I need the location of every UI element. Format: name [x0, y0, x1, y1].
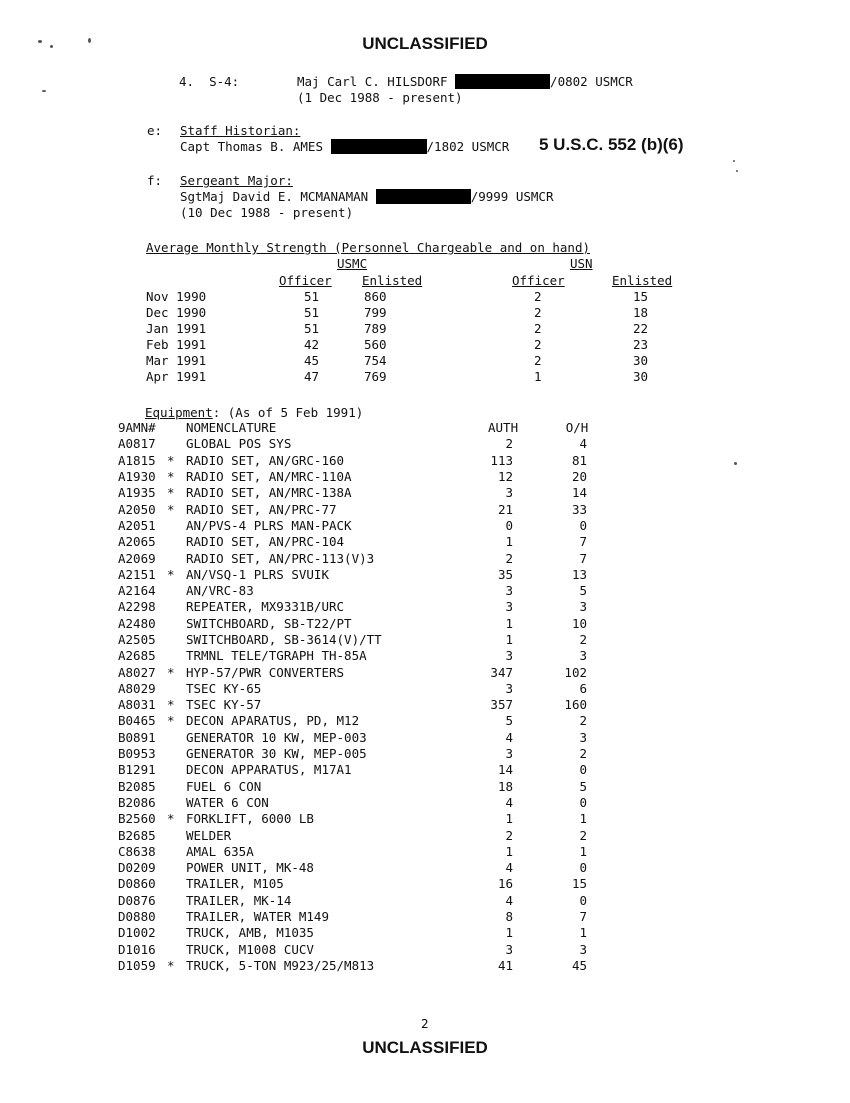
tamn-cell: B2086 [118, 794, 156, 810]
tamn-cell: B0891 [118, 729, 156, 745]
s4-name: Maj Carl C. HILSDORF [297, 74, 448, 89]
usmc-officer-cell: 51 [304, 289, 320, 304]
nomenclature-cell: FORKLIFT, 6000 LB [186, 811, 314, 827]
table-row [118, 518, 597, 534]
oh-cell: 2 [579, 827, 587, 843]
usn-officer-cell: 2 [534, 321, 542, 336]
oh-cell: 0 [579, 860, 587, 876]
star-marker [167, 550, 186, 566]
auth-cell: 3 [505, 746, 513, 762]
oh-cell: 20 [571, 469, 587, 485]
nomenclature-cell: RADIO SET, AN/MRC-138A [186, 485, 352, 501]
strength-title: Average Monthly Strength (Personnel Chargeable and on hand) [146, 240, 591, 255]
star-marker [167, 632, 186, 648]
star-marker [167, 779, 186, 795]
usn-officer-cell: 2 [534, 353, 542, 368]
sgtmaj-line [180, 189, 553, 205]
auth-cell: 21 [497, 501, 513, 517]
usmc-officer-header: Officer [279, 273, 332, 288]
table-row [146, 337, 648, 353]
oh-cell: 1 [579, 811, 587, 827]
nomenclature-cell: WELDER [186, 827, 232, 843]
month-cell: Mar 1991 [146, 353, 207, 368]
tamn-cell: B2085 [118, 778, 156, 794]
month-cell: Dec 1990 [146, 305, 207, 320]
oh-cell: 2 [579, 632, 587, 647]
tamn-cell: D0860 [118, 876, 156, 892]
table-row [118, 795, 597, 811]
sgtmaj-dates: (10 Dec 1988 - present) [180, 205, 354, 220]
nomenclature-cell: DECON APARATUS, PD, M12 [186, 713, 360, 729]
star-marker [167, 730, 186, 746]
tamn-cell: D0209 [118, 860, 156, 876]
scan-speck [733, 160, 735, 162]
table-row [118, 860, 597, 876]
usmc-enlisted-cell: 789 [364, 321, 387, 336]
s4-line [297, 74, 633, 90]
star-marker [167, 746, 186, 762]
equipment-rows [118, 436, 597, 974]
oh-header: O/H [565, 420, 589, 436]
tamn-cell: A0817 [118, 436, 156, 452]
auth-cell: 2 [505, 550, 513, 566]
equipment-table [118, 420, 597, 974]
auth-cell: 3 [505, 599, 513, 615]
star-marker: * [167, 469, 175, 485]
auth-cell: 357 [490, 697, 513, 713]
auth-header: AUTH [488, 420, 519, 436]
oh-cell: 3 [579, 941, 587, 957]
sgtmaj-label: f: [147, 173, 163, 188]
equipment-heading [145, 405, 363, 421]
auth-cell: 0 [505, 517, 513, 533]
oh-cell: 102 [564, 664, 587, 680]
tamn-cell: B1291 [118, 762, 156, 778]
star-marker: * [167, 566, 175, 582]
tamn-cell: D1016 [118, 941, 156, 957]
nomenclature-cell: DECON APPARATUS, M17A1 [186, 762, 352, 778]
table-row [118, 942, 597, 958]
star-marker [167, 518, 186, 534]
oh-cell: 3 [579, 729, 587, 745]
table-row [118, 925, 597, 941]
nomenclature-cell: WATER 6 CON [186, 794, 269, 810]
nomenclature-cell: TRUCK, M1008 CUCV [186, 941, 314, 957]
nomenclature-cell: SWITCHBOARD, SB-3614(V)/TT [186, 632, 382, 647]
tamn-cell: A1930 [118, 469, 156, 485]
nomenclature-cell: RADIO SET, AN/PRC-77 [186, 501, 337, 517]
usmc-enlisted-cell: 860 [364, 289, 387, 304]
nomenclature-cell: SWITCHBOARD, SB-T22/PT [186, 615, 352, 631]
auth-cell: 1 [505, 534, 513, 550]
usn-enlisted-cell: 23 [633, 337, 649, 352]
table-row [118, 632, 597, 648]
table-row [146, 353, 648, 369]
table-row [118, 534, 597, 550]
nomenclature-cell: TRUCK, 5-TON M923/25/M813 [186, 957, 375, 973]
table-row [118, 681, 597, 697]
table-row [118, 762, 597, 778]
auth-cell: 3 [505, 485, 513, 501]
nomenclature-cell: GLOBAL POS SYS [186, 436, 292, 452]
star-marker [167, 599, 186, 615]
oh-cell: 3 [579, 599, 587, 615]
usmc-officer-cell: 45 [304, 353, 320, 368]
scan-speck [42, 90, 46, 92]
auth-cell: 3 [505, 941, 513, 957]
s4-dates: (1 Dec 1988 - present) [297, 90, 463, 105]
oh-cell: 10 [571, 615, 587, 631]
nomenclature-cell: TRAILER, MK-14 [186, 892, 292, 908]
table-row [118, 453, 597, 469]
equipment-title: Equipment [145, 405, 213, 420]
table-row [118, 811, 597, 827]
nomenclature-cell: TRUCK, AMB, M1035 [186, 925, 314, 941]
usmc-officer-cell: 51 [304, 305, 320, 320]
historian-label: e: [147, 123, 163, 138]
auth-cell: 41 [497, 957, 513, 973]
s4-label: 4. S-4: [179, 74, 240, 89]
star-marker: * [167, 664, 175, 680]
table-row [118, 616, 597, 632]
auth-cell: 2 [505, 827, 513, 843]
nomenclature-cell: AN/VSQ-1 PLRS SVUIK [186, 566, 329, 582]
sgtmaj-name: SgtMaj David E. MCMANAMAN [180, 189, 369, 204]
table-row [146, 289, 648, 305]
auth-cell: 5 [505, 713, 513, 729]
table-row [118, 909, 597, 925]
tamn-cell: A2685 [118, 648, 156, 664]
auth-cell: 4 [505, 794, 513, 810]
oh-cell: 7 [579, 909, 587, 925]
scan-speck [734, 462, 737, 465]
nomenclature-cell: FUEL 6 CON [186, 778, 262, 794]
tamn-cell: A2298 [118, 599, 156, 615]
table-row [118, 567, 597, 583]
auth-cell: 1 [505, 615, 513, 631]
usmc-enlisted-header: Enlisted [362, 273, 423, 288]
auth-cell: 18 [497, 778, 513, 794]
nomenclature-cell: RADIO SET, AN/GRC-160 [186, 452, 345, 468]
usmc-officer-cell: 42 [304, 337, 320, 352]
oh-cell: 13 [571, 566, 587, 582]
oh-cell: 1 [579, 843, 587, 859]
oh-cell: 33 [571, 501, 587, 517]
oh-cell: 2 [579, 746, 587, 762]
oh-cell: 0 [579, 892, 587, 908]
table-row [118, 779, 597, 795]
usmc-enlisted-cell: 769 [364, 369, 387, 384]
usmc-officer-cell: 47 [304, 369, 320, 384]
oh-cell: 15 [571, 876, 587, 892]
usn-officer-header: Officer [512, 273, 565, 288]
oh-cell: 1 [579, 925, 587, 941]
tamn-header: 9AMN# [118, 420, 156, 436]
table-header-row [118, 420, 597, 436]
strength-group-usmc: USMC [337, 256, 368, 271]
tamn-cell: D0880 [118, 909, 156, 925]
star-marker: * [167, 485, 175, 501]
oh-cell: 0 [579, 517, 587, 533]
month-cell: Apr 1991 [146, 369, 207, 384]
usn-enlisted-cell: 15 [633, 289, 649, 304]
auth-cell: 4 [505, 729, 513, 745]
historian-name: Capt Thomas B. AMES [180, 139, 323, 154]
star-marker: * [167, 501, 175, 517]
equipment-asof: : (As of 5 Feb 1991) [212, 405, 364, 420]
table-row [118, 501, 597, 517]
tamn-cell: A2151 [118, 566, 156, 582]
tamn-cell: A2480 [118, 615, 156, 631]
auth-cell: 14 [497, 762, 513, 778]
nomenclature-cell: AN/VRC-83 [186, 583, 254, 599]
oh-cell: 14 [571, 485, 587, 501]
tamn-cell: A1815 [118, 452, 156, 468]
tamn-cell: A2069 [118, 550, 156, 566]
auth-cell: 113 [490, 452, 513, 468]
auth-cell: 3 [505, 680, 513, 696]
auth-cell: 1 [505, 843, 513, 859]
oh-cell: 0 [579, 762, 587, 778]
oh-cell: 3 [579, 648, 587, 664]
tamn-cell: A8031 [118, 697, 156, 713]
tamn-cell: A2065 [118, 534, 156, 550]
usmc-enlisted-cell: 799 [364, 305, 387, 320]
star-marker [167, 681, 186, 697]
star-marker: * [167, 713, 175, 729]
table-row [118, 648, 597, 664]
tamn-cell: A1935 [118, 485, 156, 501]
table-row [118, 713, 597, 729]
oh-cell: 81 [571, 452, 587, 468]
strength-table [146, 289, 648, 385]
tamn-cell: A2164 [118, 583, 156, 599]
page-number: 2 [421, 1016, 429, 1031]
star-marker [167, 893, 186, 909]
usn-officer-cell: 2 [534, 337, 542, 352]
nomenclature-cell: GENERATOR 30 KW, MEP-005 [186, 746, 367, 762]
month-cell: Feb 1991 [146, 337, 207, 352]
auth-cell: 1 [505, 811, 513, 827]
auth-cell: 12 [497, 469, 513, 485]
star-marker: * [167, 452, 175, 468]
star-marker [167, 876, 186, 892]
table-row [146, 369, 648, 385]
auth-cell: 1 [505, 925, 513, 941]
auth-cell: 4 [505, 892, 513, 908]
auth-cell: 3 [505, 583, 513, 599]
historian-suffix: /1802 USMCR [426, 139, 510, 154]
nomenclature-cell: AMAL 635A [186, 843, 254, 859]
nomenclature-cell: GENERATOR 10 KW, MEP-003 [186, 729, 367, 745]
table-row [118, 469, 597, 485]
nomenclature-cell: POWER UNIT, MK-48 [186, 860, 314, 876]
table-row [118, 876, 597, 892]
oh-cell: 5 [579, 778, 587, 794]
nomenclature-cell: TRAILER, WATER M149 [186, 909, 329, 925]
star-marker [167, 942, 186, 958]
table-row [118, 958, 597, 974]
oh-cell: 4 [579, 436, 587, 452]
tamn-cell: A8027 [118, 664, 156, 680]
sgtmaj-suffix: /9999 USMCR [470, 189, 554, 204]
tamn-cell: A2051 [118, 517, 156, 533]
table-row [118, 697, 597, 713]
usn-officer-cell: 2 [534, 305, 542, 320]
auth-cell: 4 [505, 860, 513, 876]
historian-line [180, 139, 509, 155]
auth-cell: 2 [505, 436, 513, 452]
star-marker [167, 860, 186, 876]
sgtmaj-title: Sergeant Major: [180, 173, 293, 188]
nomenclature-cell: RADIO SET, AN/PRC-104 [186, 534, 345, 550]
tamn-cell: A8029 [118, 680, 156, 696]
usn-officer-cell: 1 [534, 369, 542, 384]
classification-header: UNCLASSIFIED [362, 34, 488, 53]
tamn-cell: B0465 [118, 713, 156, 729]
star-marker: * [167, 697, 175, 713]
table-row [118, 485, 597, 501]
nomenclature-cell: TRAILER, M105 [186, 876, 284, 892]
star-marker [167, 583, 186, 599]
table-row [146, 305, 648, 321]
auth-cell: 16 [497, 876, 513, 892]
strength-group-usn: USN [570, 256, 593, 271]
table-row [118, 550, 597, 566]
usn-enlisted-cell: 18 [633, 305, 649, 320]
star-marker: * [167, 957, 175, 973]
foia-exemption: 5 U.S.C. 552 (b)(6) [539, 135, 684, 154]
historian-title: Staff Historian: [180, 123, 301, 138]
nomenclature-cell: REPEATER, MX9331B/URC [186, 599, 345, 615]
oh-cell: 6 [579, 680, 587, 696]
scan-speck [736, 170, 738, 172]
month-cell: Nov 1990 [146, 289, 207, 304]
auth-cell: 35 [497, 566, 513, 582]
oh-cell: 45 [571, 957, 587, 973]
star-marker [167, 436, 186, 452]
auth-cell: 3 [505, 648, 513, 664]
tamn-cell: B2560 [118, 811, 156, 827]
usn-enlisted-cell: 22 [633, 321, 649, 336]
table-row [118, 827, 597, 843]
oh-cell: 2 [579, 713, 587, 729]
nomenclature-cell: RADIO SET, AN/PRC-113(V)3 [186, 550, 375, 566]
table-row [118, 893, 597, 909]
tamn-cell: D0876 [118, 892, 156, 908]
star-marker [167, 648, 186, 664]
tamn-cell: A2050 [118, 501, 156, 517]
table-row [118, 436, 597, 452]
table-row [118, 730, 597, 746]
usn-enlisted-header: Enlisted [612, 273, 673, 288]
table-row [118, 599, 597, 615]
table-row [146, 321, 648, 337]
classification-footer: UNCLASSIFIED [362, 1038, 488, 1057]
usn-enlisted-cell: 30 [633, 369, 649, 384]
star-marker [167, 827, 186, 843]
nomenclature-cell: AN/PVS-4 PLRS MAN-PACK [186, 517, 352, 533]
tamn-cell: C8638 [118, 843, 156, 859]
s4-suffix: /0802 USMCR [550, 74, 633, 89]
nomenclature-cell: TSEC KY-57 [186, 697, 262, 713]
nomenclature-cell: RADIO SET, AN/MRC-110A [186, 469, 352, 485]
star-marker [167, 795, 186, 811]
usmc-officer-cell: 51 [304, 321, 320, 336]
oh-cell: 7 [579, 534, 587, 550]
oh-cell: 5 [579, 583, 587, 599]
usn-officer-cell: 2 [534, 289, 542, 304]
oh-cell: 0 [579, 794, 587, 810]
tamn-cell: D1059 [118, 957, 156, 973]
table-row [118, 664, 597, 680]
usn-enlisted-cell: 30 [633, 353, 649, 368]
nomenclature-header: NOMENCLATURE [186, 420, 277, 436]
oh-cell: 7 [579, 550, 587, 566]
table-row [118, 583, 597, 599]
nomenclature-cell: TSEC KY-65 [186, 680, 262, 696]
oh-cell: 160 [564, 697, 587, 713]
redaction-bar [331, 139, 427, 154]
month-cell: Jan 1991 [146, 321, 207, 336]
table-row [118, 844, 597, 860]
redaction-bar [376, 189, 471, 204]
usmc-enlisted-cell: 754 [364, 353, 387, 368]
redaction-bar [455, 74, 550, 89]
tamn-cell: A2505 [118, 632, 156, 647]
table-row [118, 746, 597, 762]
tamn-cell: B0953 [118, 746, 156, 762]
star-marker [167, 762, 186, 778]
star-marker [167, 909, 186, 925]
star-marker [167, 925, 186, 941]
auth-cell: 347 [490, 664, 513, 680]
auth-cell: 8 [505, 909, 513, 925]
star-marker [167, 534, 186, 550]
usmc-enlisted-cell: 560 [364, 337, 387, 352]
auth-cell: 1 [505, 632, 513, 647]
nomenclature-cell: HYP-57/PWR CONVERTERS [186, 664, 345, 680]
star-marker [167, 616, 186, 632]
tamn-cell: B2685 [118, 827, 156, 843]
star-marker [167, 844, 186, 860]
tamn-cell: D1002 [118, 925, 156, 941]
nomenclature-cell: TRMNL TELE/TGRAPH TH-85A [186, 648, 367, 664]
star-marker: * [167, 811, 175, 827]
